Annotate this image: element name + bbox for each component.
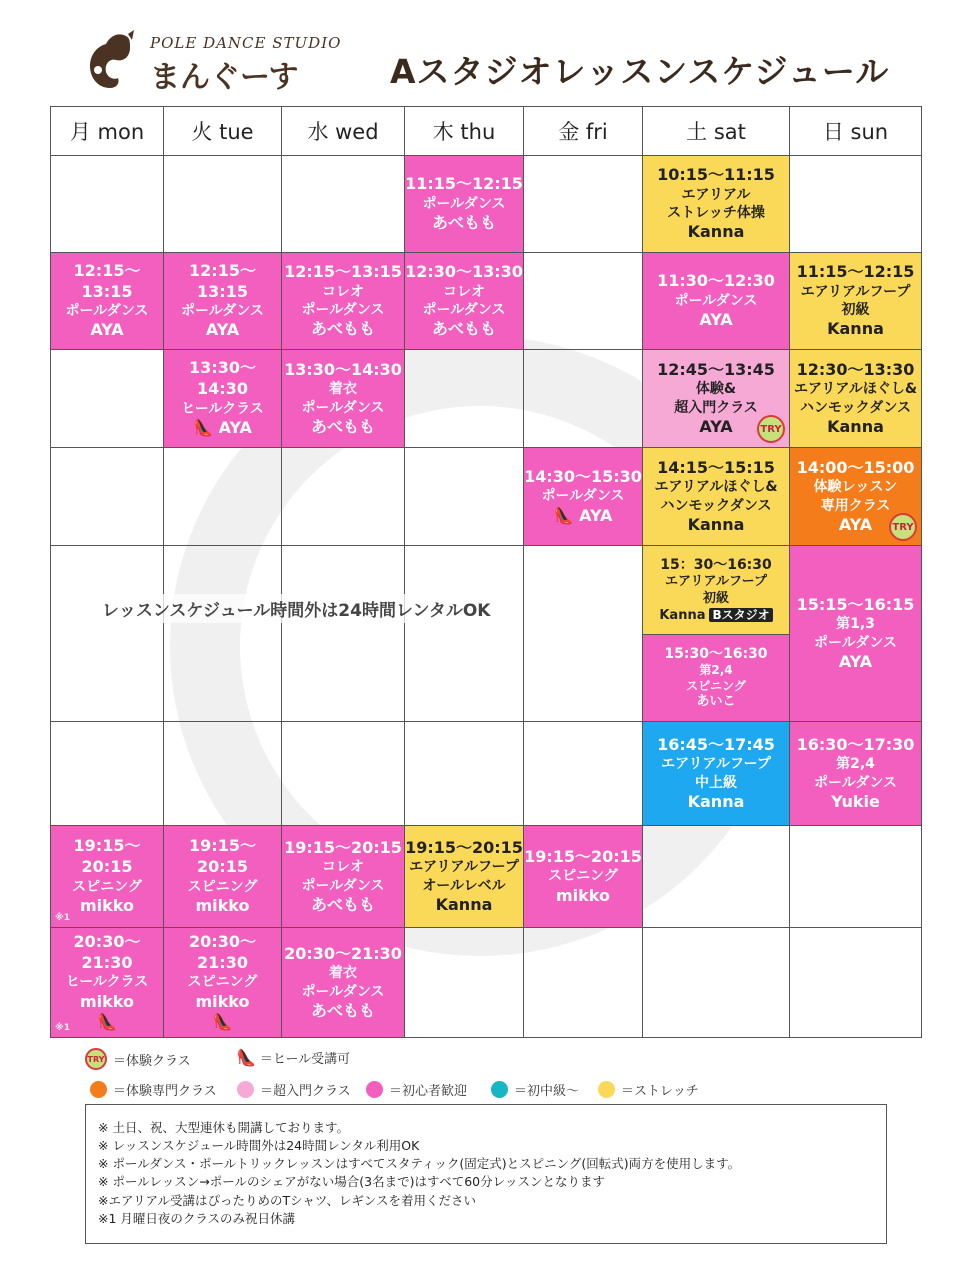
slot-empty: [163, 721, 282, 826]
try-badge-icon: TRY: [85, 1048, 107, 1070]
day-header-mon: 月 mon: [50, 106, 164, 156]
lesson-class: コレオ: [322, 859, 364, 876]
lesson-class: コレオ: [443, 283, 485, 300]
lesson-tue-1215: [163, 252, 282, 350]
studio-b-badge: Bスタジオ: [709, 608, 772, 622]
rental-note: レッスンスケジュール時間外は24時間レンタルOK: [96, 594, 496, 623]
lesson-sun-1630: [789, 721, 922, 826]
lesson-class: スピニング: [187, 878, 258, 895]
lesson-time: 19:15〜20:15: [405, 837, 523, 857]
lesson-class: ハンモックダンス: [660, 497, 772, 514]
slot-empty: [789, 825, 922, 928]
lesson-class: コレオ: [322, 283, 364, 300]
lesson-time: 19:15〜20:15: [524, 846, 642, 866]
lesson-sun-1515: [789, 545, 922, 722]
note-line: ※ 土日、祝、大型連休も開講しております。: [98, 1120, 349, 1135]
lesson-time: 12:15〜13:15: [189, 260, 256, 301]
lesson-time: 19:15〜20:15: [284, 837, 402, 857]
lesson-instructor: Kanna: [827, 416, 884, 436]
lesson-instructor: mikko: [195, 991, 250, 1011]
lesson-instructor: Kanna: [687, 514, 745, 534]
lesson-instructor: [659, 608, 772, 625]
lesson-instructor: あべもも: [310, 1000, 375, 1020]
lesson-class: 体験レッスン: [813, 479, 898, 496]
lesson-class: 初級: [841, 302, 870, 318]
lesson-class: スピニング: [187, 974, 258, 991]
lesson-class: エアリアル: [681, 186, 751, 203]
lesson-sat-1415: [642, 447, 790, 546]
lesson-instructor: [554, 506, 613, 527]
lesson-thu-1115: [404, 155, 524, 253]
day-header-sat: 土 sat: [642, 106, 790, 156]
lesson-fri-1430: [523, 447, 643, 546]
lesson-instructor: mikko: [195, 895, 250, 915]
lesson-class: ポールダンス: [301, 983, 385, 1000]
lesson-class: 超入門クラス: [674, 399, 758, 416]
footnote-mark: ※1: [55, 1023, 71, 1034]
legend-light-pink: [237, 1080, 351, 1099]
lesson-time: 14:30〜15:30: [524, 466, 642, 486]
lesson-class: エアリアルフープ: [661, 756, 771, 773]
lesson-mon-1915: [50, 825, 164, 928]
light-pink-dot-icon: [237, 1081, 254, 1098]
lesson-class: 中上級: [695, 774, 737, 791]
note-line: ※ ポールダンス・ポールトリックレッスンはすべてスタティック(固定式)とスピニング(回転式)両方を使用します。: [98, 1156, 741, 1172]
orange-dot-icon: [90, 1081, 107, 1098]
lesson-sat-1645: [642, 721, 790, 826]
lesson-instructor: AYA: [699, 310, 733, 330]
lesson-instructor: Yukie: [831, 791, 880, 811]
lesson-instructor: mikko: [80, 895, 134, 915]
lesson-time: 16:45〜17:45: [657, 734, 775, 754]
lesson-mon-2030: [50, 927, 164, 1038]
legend-try: [85, 1048, 191, 1070]
lesson-instructor-name: AYA: [579, 505, 613, 525]
lesson-class: ポールダンス: [814, 634, 897, 651]
slot-empty: [281, 721, 405, 826]
lesson-thu-1230: [404, 252, 524, 350]
legend-label: ＝ストレッチ: [621, 1084, 699, 1099]
note-line: ※ ポールレッスン→ポールのシェアがない場合(3名まで)はすべて60分レッスンとなります: [98, 1174, 605, 1190]
legend-yellow: [598, 1080, 699, 1099]
slot-empty: [523, 721, 643, 826]
lesson-sun-1115: [789, 252, 922, 350]
lesson-instructor: Kanna: [827, 319, 884, 339]
lesson-class: ハンモックダンス: [799, 399, 912, 416]
try-badge-icon: TRY: [889, 513, 917, 541]
lesson-class: 第2,4: [699, 663, 733, 678]
lesson-class: ヒールクラス: [181, 400, 264, 417]
lesson-class: 第1,3: [836, 616, 875, 633]
lesson-instructor-name: AYA: [218, 417, 252, 437]
lesson-time: 12:15〜13:15: [284, 262, 402, 282]
lesson-class: ポールダンス: [301, 877, 385, 894]
lesson-class: ポールダンス: [65, 303, 149, 320]
lesson-fri-1915: [523, 825, 643, 928]
slot-empty: [523, 927, 643, 1038]
lesson-class: ヒールクラス: [65, 974, 149, 991]
slot-empty: [281, 545, 405, 722]
lesson-tue-2030: [163, 927, 282, 1038]
lesson-time: 10:15〜11:15: [657, 165, 775, 185]
yellow-dot-icon: [598, 1081, 615, 1098]
lesson-instructor: あいこ: [696, 694, 736, 710]
lesson-class: 初級: [702, 590, 729, 606]
slot-empty: [404, 927, 524, 1038]
lesson-instructor: あべもも: [310, 894, 375, 914]
lesson-class: エアリアルほぐし&: [793, 381, 918, 398]
lesson-time: 12:15〜13:15: [73, 260, 141, 301]
day-header-fri: 金 fri: [523, 106, 643, 156]
lesson-instructor: あべもも: [310, 319, 375, 339]
lesson-sat-1130: [642, 252, 790, 350]
lesson-sat-1530-spinning: [642, 634, 790, 722]
note-line: ※1 月曜日夜のクラスのみ祝日休講: [98, 1210, 296, 1226]
slot-empty: [50, 447, 164, 546]
lesson-wed-1915: [281, 825, 405, 928]
lesson-instructor: あべもも: [310, 416, 375, 436]
lesson-instructor: AYA: [205, 320, 240, 340]
high-heel-icon: 👠: [97, 1012, 117, 1032]
lesson-class: ポールダンス: [301, 302, 385, 318]
high-heel-icon: 👠: [553, 505, 574, 525]
legend-pink: [366, 1080, 467, 1099]
lesson-time: 12:30〜13:30: [796, 359, 915, 379]
footnote-mark: ※1: [55, 913, 71, 924]
lesson-mon-1215: [50, 252, 164, 350]
pink-dot-icon: [366, 1081, 383, 1098]
mongoose-logo-icon: [84, 30, 140, 92]
slot-empty: [789, 927, 922, 1038]
lesson-instructor: mikko: [80, 991, 134, 1011]
high-heel-icon: 👠: [236, 1048, 256, 1067]
header: [0, 0, 972, 105]
slot-empty: [642, 825, 790, 928]
high-heel-icon: 👠: [193, 417, 214, 437]
lesson-instructor: mikko: [556, 885, 610, 905]
lesson-instructor-name: Kanna: [659, 607, 706, 623]
legend-label: ＝初中級〜: [514, 1084, 580, 1099]
lesson-instructor: AYA: [699, 416, 733, 436]
lesson-time: 20:30〜21:30: [73, 931, 141, 972]
slot-empty: [789, 155, 922, 253]
studio-name: まんぐーす: [150, 60, 299, 95]
lesson-sat-1015: [642, 155, 790, 253]
lesson-class: オールレベル: [422, 877, 506, 894]
lesson-class: 専用クラス: [820, 497, 891, 514]
slot-empty: [642, 927, 790, 1038]
legend-label: ＝初心者歓迎: [389, 1084, 468, 1099]
slot-empty: [523, 155, 643, 253]
slot-empty: [50, 349, 164, 448]
lesson-sat-1530-hoop: [642, 545, 790, 635]
day-header-thu: 木 thu: [404, 106, 524, 156]
lesson-time: 11:15〜12:15: [796, 262, 915, 282]
slot-empty: [163, 545, 282, 722]
lesson-time: 19:15〜20:15: [189, 836, 256, 876]
lesson-time: 15：30〜16:30: [660, 556, 772, 573]
lesson-sat-1245: [642, 349, 790, 448]
lesson-class: スピニング: [548, 868, 618, 885]
slot-empty: [523, 349, 643, 448]
lesson-instructor: AYA: [90, 320, 124, 340]
page-title: Aスタジオレッスンスケジュール: [390, 52, 890, 91]
legend-label: ＝ヒール受講可: [259, 1052, 351, 1067]
lesson-tue-1915: [163, 825, 282, 928]
lesson-instructor: AYA: [838, 651, 873, 671]
lesson-wed-1215: [281, 252, 405, 350]
day-header-sun: 日 sun: [789, 106, 922, 156]
lesson-instructor: Kanna: [687, 791, 745, 811]
legend-label: ＝体験クラス: [113, 1053, 191, 1069]
lesson-time: 15:30〜16:30: [664, 645, 768, 662]
legend-teal: [491, 1080, 579, 1099]
lesson-instructor: あべもも: [431, 319, 496, 339]
slot-empty: [50, 721, 164, 826]
high-heel-icon: 👠: [212, 1012, 233, 1032]
teal-dot-icon: [491, 1081, 508, 1098]
slot-empty: [404, 721, 524, 826]
slot-empty: [523, 545, 643, 722]
lesson-tue-1330: [163, 349, 282, 448]
lesson-time: 12:45〜13:45: [657, 359, 775, 379]
lesson-sun-1230: [789, 349, 922, 448]
lesson-instructor: [193, 418, 252, 439]
lesson-time: 16:30〜17:30: [796, 734, 915, 754]
slot-empty: [281, 155, 405, 253]
lesson-class: ポールダンス: [814, 774, 897, 791]
lesson-instructor: あべもも: [431, 213, 496, 233]
lesson-time: 14:15〜15:15: [657, 457, 775, 477]
legend-heel: [236, 1048, 350, 1067]
slot-empty: [523, 252, 643, 350]
lesson-class: ポールダンス: [181, 303, 264, 320]
lesson-time: 20:30〜21:30: [284, 943, 402, 963]
note-line: ※ レッスンスケジュール時間外は24時間レンタル利用OK: [98, 1138, 420, 1154]
lesson-class: 第2,4: [836, 756, 875, 773]
slot-empty: [404, 447, 524, 546]
lesson-time: 20:30〜21:30: [189, 931, 256, 972]
legend-label: ＝体験専門クラス: [113, 1084, 217, 1099]
lesson-class: エアリアルほぐし&: [654, 479, 778, 496]
lesson-time: 11:30〜12:30: [657, 271, 775, 291]
lesson-class: ポールダンス: [674, 292, 758, 309]
try-badge-icon: TRY: [757, 415, 785, 443]
legend-label: ＝超入門クラス: [260, 1084, 351, 1099]
lesson-class: エアリアルフープ: [800, 283, 911, 300]
lesson-time: 19:15〜20:15: [73, 836, 141, 876]
lesson-class: エアリアルフープ: [409, 859, 519, 876]
lesson-class: ストレッチ体操: [667, 205, 765, 221]
lesson-class: スピニング: [72, 878, 142, 895]
lesson-class: ポールダンス: [422, 195, 506, 212]
lesson-wed-1330: [281, 349, 405, 448]
slot-empty: [50, 155, 164, 253]
day-header-wed: 水 wed: [281, 106, 405, 156]
lesson-class: ポールダンス: [422, 302, 506, 318]
lesson-class: 着衣: [329, 381, 357, 398]
lesson-class: ポールダンス: [541, 488, 625, 505]
lesson-sun-1400: [789, 447, 922, 546]
lesson-class: 着衣: [329, 965, 357, 982]
lesson-time: 14:00〜15:00: [796, 457, 915, 477]
lesson-wed-2030: [281, 927, 405, 1038]
legend-orange: [90, 1080, 217, 1099]
slot-empty: [281, 447, 405, 546]
note-line: ※エアリアル受講はぴったりめのTシャツ、レギンスを着用ください: [98, 1192, 476, 1208]
lesson-instructor: Kanna: [435, 894, 493, 914]
schedule-grid: [50, 106, 922, 1038]
studio-subtitle: POLE DANCE STUDIO: [150, 34, 342, 52]
slot-empty: [163, 155, 282, 253]
slot-empty: [404, 349, 524, 448]
lesson-class: エアリアルフープ: [665, 573, 767, 589]
lesson-class: 体験&: [695, 381, 737, 398]
notes-box: [85, 1104, 887, 1244]
lesson-thu-1915: [404, 825, 524, 928]
lesson-time: 13:30〜14:30: [189, 358, 256, 398]
lesson-instructor: Kanna: [687, 222, 745, 242]
lesson-time: 11:15〜12:15: [405, 174, 523, 194]
slot-empty: [404, 545, 524, 722]
lesson-class: ポールダンス: [301, 399, 385, 416]
lesson-time: 13:30〜14:30: [284, 359, 402, 379]
lesson-time: 12:30〜13:30: [405, 262, 523, 282]
slot-empty: [163, 447, 282, 546]
day-header-tue: 火 tue: [163, 106, 282, 156]
lesson-instructor: AYA: [838, 514, 873, 534]
slot-empty: [50, 545, 164, 722]
lesson-time: 15:15〜16:15: [796, 594, 915, 614]
lesson-class: スピニング: [686, 678, 746, 693]
